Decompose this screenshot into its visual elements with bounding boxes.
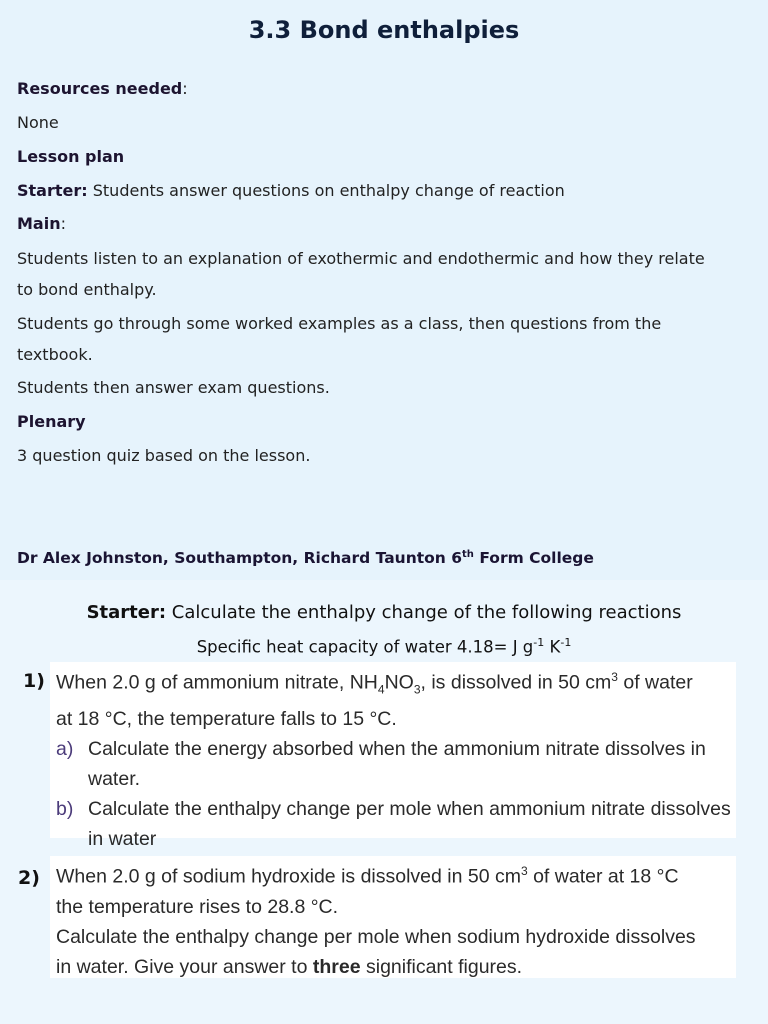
plenary-label: Plenary [17,412,86,431]
q1-text-a: When 2.0 g of ammonium nitrate, NH [56,671,378,694]
resources-needed-line [17,79,188,98]
author-credit-sup: th [462,549,474,560]
lesson-plan-heading [17,147,124,166]
question-2-line-4 [50,952,736,982]
resources-label: Resources needed [17,79,183,98]
starter-line [17,181,565,200]
question-1-line-1 [50,662,736,704]
q2-text-b: of water at 18 °C [527,865,679,888]
main-label: Main [17,214,61,233]
q2-text-4c: significant figures. [360,955,523,978]
q1-text-d: of water [617,671,693,694]
q2-bold-three: three [312,955,361,978]
q2-sup: 3 [520,864,528,878]
starter-text: Students answer questions on enthalpy change of reaction [87,181,565,200]
worksheet-starter-label: Starter: [86,602,167,623]
q2-text-a: When 2.0 g of sodium hydroxide is dissolved in 50 cm [56,865,521,888]
question-1b [50,794,736,854]
q1-text-c: , is dissolved in 50 cm [420,671,612,694]
question-2-line-2: the temperature rises to 28.8 °C. [56,895,339,918]
shc-text: Specific heat capacity of water 4.18= J g [196,637,534,657]
question-1-line-2: at 18 °C, the temperature falls to 15 °C. [56,708,397,731]
resources-colon: : [182,79,188,98]
question-2-number: 2) [18,867,40,889]
question-1a-text: Calculate the energy absorbed when the ammonium nitrate dissolves in water. [88,738,706,791]
question-1-number: 1) [23,670,45,692]
question-1a [50,734,736,794]
shc-mid: K [544,637,561,657]
q1-sup: 3 [611,670,618,684]
author-credit-text: Dr Alex Johnston, Southampton, Richard Taunton 6 [17,549,463,568]
lesson-plan-label: Lesson plan [17,147,125,166]
plenary-heading [17,412,86,431]
main-item: Students go through some worked examples as a class, then questions from the textbook. [17,314,662,364]
worksheet-starter [0,602,768,623]
main-heading [17,214,66,233]
question-1b-text: Calculate the enthalpy change per mole when ammonium nitrate dissolves in water [88,798,731,851]
q1-sub-2: 3 [413,682,421,697]
main-colon: : [60,214,66,233]
author-credit [17,549,594,567]
question-1b-label: b) [56,798,74,821]
q2-text-4a: in water. Give your answer to [56,955,313,978]
shc-sup-2: -1 [560,636,572,649]
q1-sub-1: 4 [377,682,385,697]
question-2-box [50,856,736,978]
question-2-line-3: Calculate the enthalpy change per mole when sodium hydroxide dissolves [56,925,696,948]
specific-heat-capacity [0,636,768,657]
shc-sup-1: -1 [533,636,545,649]
plenary-text: 3 question quiz based on the lesson. [17,446,311,465]
question-1-box [50,662,736,851]
main-item: Students listen to an explanation of exothermic and endothermic and how they relate to bond enthalpy. [17,249,705,299]
worksheet-starter-text: Calculate the enthalpy change of the following reactions [166,602,682,623]
resources-value: None [17,113,59,132]
question-1a-label: a) [56,738,74,761]
q1-text-b: NO [384,671,414,694]
page-title: 3.3 Bond enthalpies [248,16,520,44]
question-2-line-1 [50,856,736,892]
author-credit-tail: Form College [473,549,594,568]
starter-label: Starter: [17,181,88,200]
main-item: Students then answer exam questions. [17,378,330,397]
